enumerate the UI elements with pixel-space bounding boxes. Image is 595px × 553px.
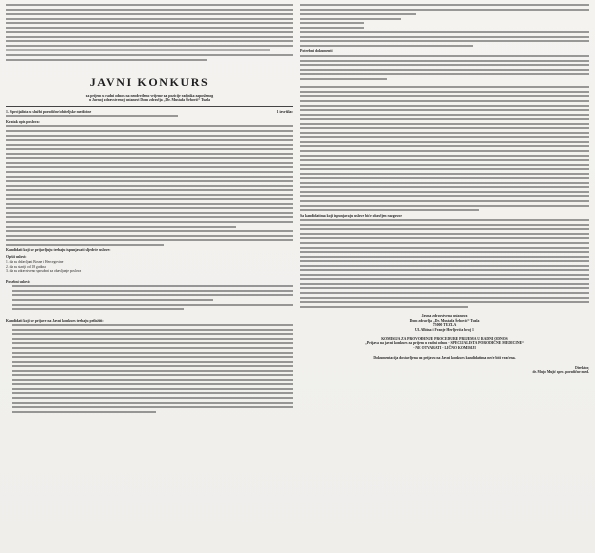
subtitle-line-2: u Javnoj zdravstvenoj ustanovi Dom zdravlja „Dr. Mustafa Šehović“ Tuzla <box>88 98 211 103</box>
commission-line-2: „Prijava na javni konkurs za prijem u radni odnos - SPECIJALISTA PORODIČNE MEDICINE“ <box>365 341 524 346</box>
address-line-2: Dom zdravlja „Dr. Mustafa Šehović“ Tuzla <box>409 318 480 323</box>
page-title: JAVNI KONKURS <box>89 74 210 89</box>
divider <box>6 106 293 107</box>
position-heading <box>6 110 293 115</box>
right-block-3 <box>300 219 589 307</box>
address-line-4: Ul. Albina i Franje Herljevića broj 1 <box>415 327 474 332</box>
opsti-heading: Opšti uslovi: <box>6 254 27 259</box>
opsti-item-1: 1. da su državljani Bosne i Hercegovine <box>6 260 64 265</box>
opis-text <box>6 125 293 245</box>
address-line-3: 75000 TUZLA <box>432 323 457 328</box>
dokumenti-heading: Kandidati koji se prijave na Javni konkurs trebaju priložiti: <box>6 318 104 323</box>
signature-name: dr. Mujo Mujić spec. porodične med. <box>532 370 589 375</box>
opis-heading: Kratak opis poslova: <box>6 119 40 124</box>
position-count: 1 izvršilac <box>276 109 293 114</box>
position-title: 1. Specijalista u službi porodične/obiteljske medicine <box>6 109 92 114</box>
posebni-heading: Posebni uslovi: <box>6 279 31 284</box>
signature-label: Direktor, <box>575 365 589 370</box>
commission-line-3: - NE OTVARATI - LIČNO KOMISIJI <box>413 345 476 350</box>
subtitle-line-1: za prijem u radni odnos na neodređeno vrijeme za pozicije radnika zaposlenog <box>85 93 214 98</box>
right-intro-text <box>300 4 589 47</box>
right-column <box>300 4 589 549</box>
right-top-heading: Potrebni dokumenti <box>300 49 333 54</box>
closing-line: Dokumentacija dostavljena uz prijavu na Javni konkurs kandidatima neće biti vraćena. <box>373 356 516 361</box>
address-line-1: Javna zdravstvena ustanova <box>421 314 468 319</box>
dokumenti-list <box>6 324 293 412</box>
preamble-text <box>6 4 293 61</box>
commission-line-1: KOMISIJA ZA PROVOĐENJE PROCEDURE PRIJEMA U RADNI ODNOS <box>381 336 508 341</box>
opsti-item-2: 2. da su stariji od 18 godina <box>6 264 46 269</box>
left-column <box>6 4 293 549</box>
right-mid-heading: Sa kandidatima koji ispunjavaju uslove biće obavljen razgovor <box>300 213 403 218</box>
posebni-list <box>6 285 293 310</box>
right-block-1 <box>300 55 589 80</box>
opsti-item-3: 3. da su zdravstveno sposobni za obavljanje poslova <box>6 269 82 274</box>
right-block-2 <box>300 86 589 211</box>
uslovi-heading: Kandidati koji se prijavljuju trebaju ispunjavati sljedeće uslove: <box>6 248 111 253</box>
